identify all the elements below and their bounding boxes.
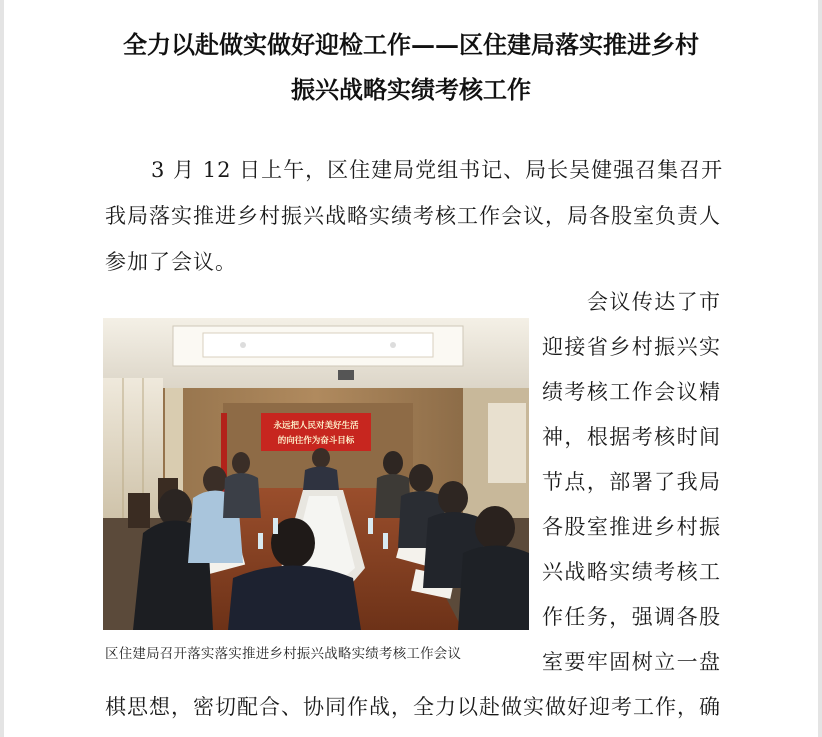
banner-text-1: 永远把人民对美好生活 <box>273 421 359 431</box>
paragraph-1-line-3: 参加了会议。 <box>105 250 237 274</box>
paragraph-1-line-1: 3 月 12 日上午，区住建局党组书记、局长吴健强召集召开 <box>151 158 724 182</box>
banner-text-2: 的向往作为奋斗目标 <box>277 436 355 446</box>
photo-caption: 区住建局召开落实落实推进乡村振兴战略实绩考核工作会议 <box>105 646 462 662</box>
paragraph-2-line-10: 棋思想，密切配合、协同作战，全力以赴做实做好迎考工作，确 <box>105 695 721 719</box>
paragraph-2-line-7: 兴战略实绩考核工 <box>542 560 721 584</box>
paragraph-2-line-3: 绩考核工作会议精 <box>542 380 721 404</box>
article-title-line-1: 全力以赴做实做好迎检工作——区住建局落实推进乡村 <box>123 30 699 59</box>
paragraph-2-line-9: 室要牢固树立一盘 <box>542 650 721 674</box>
page-edge-left <box>0 0 4 737</box>
paragraph-1-line-2: 我局落实推进乡村振兴战略实绩考核工作会议，局各股室负责人 <box>105 204 721 228</box>
page-edge-right <box>818 0 822 737</box>
paragraph-2-line-6: 各股室推进乡村振 <box>542 515 721 539</box>
paragraph-2-line-1: 会议传达了市 <box>587 290 721 314</box>
paragraph-2-line-8: 作任务，强调各股 <box>542 605 721 629</box>
article-title-line-2: 振兴战略实绩考核工作 <box>291 75 531 104</box>
meeting-photo <box>103 318 529 630</box>
paragraph-2-line-5: 节点，部署了我局 <box>542 470 721 494</box>
paragraph-2-line-4: 神，根据考核时间 <box>542 425 721 449</box>
paragraph-2-line-2: 迎接省乡村振兴实 <box>542 335 721 359</box>
